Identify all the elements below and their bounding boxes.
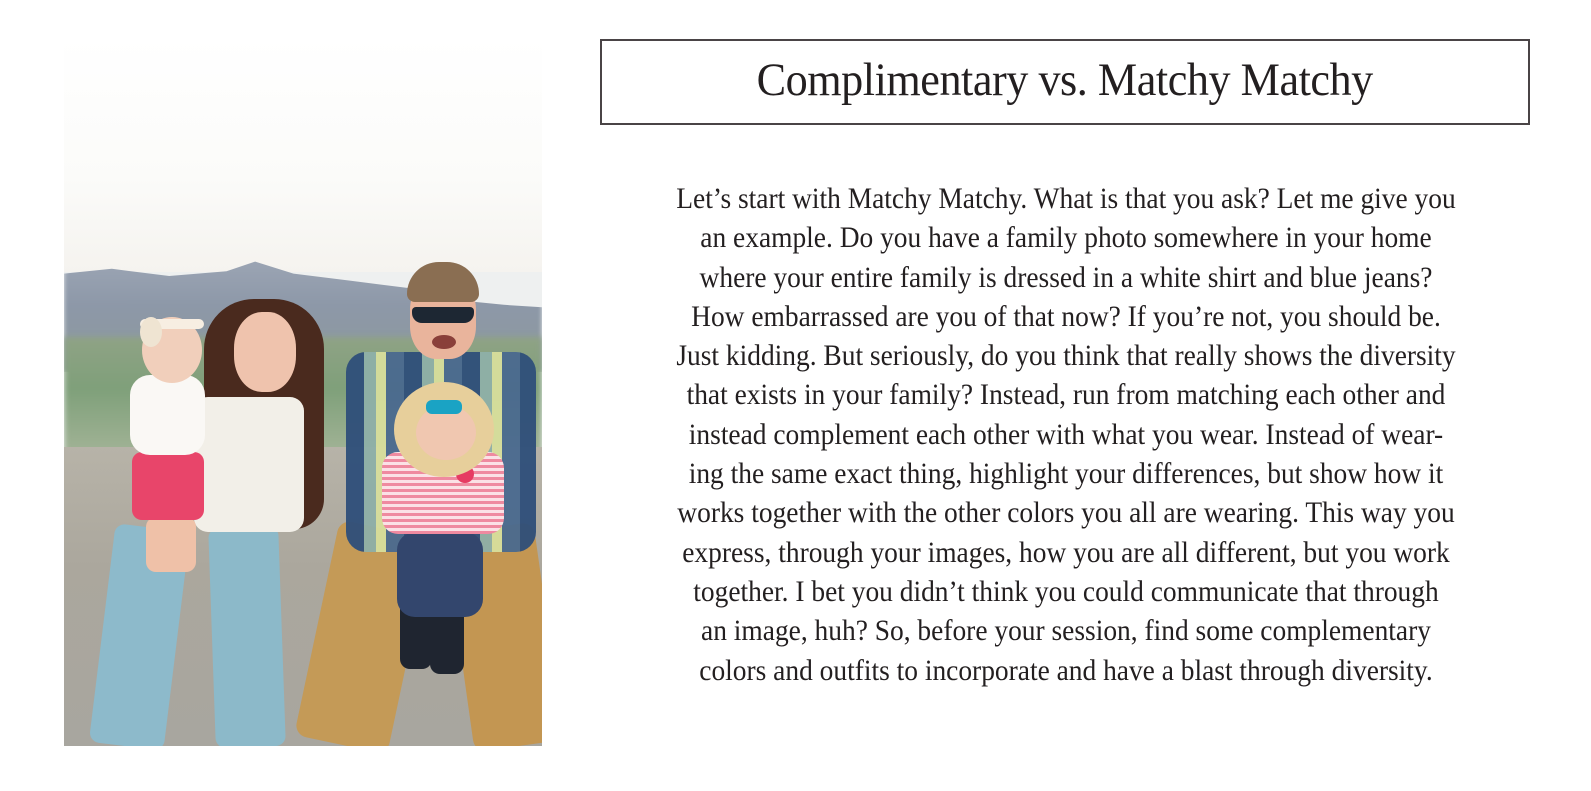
body-line: where your entire family is dressed in a white shirt and blue jeans? <box>699 261 1433 294</box>
title-box <box>600 39 1530 125</box>
body-line: together. I bet you didn’t think you could communicate that through <box>693 575 1439 608</box>
sunglasses-icon <box>412 307 474 323</box>
page-title: Complimentary vs. Matchy Matchy <box>756 54 1374 106</box>
mother-jeans-right <box>208 526 286 746</box>
body-line: express, through your images, how you are all different, but you work <box>682 536 1450 569</box>
mother-shirt <box>194 397 304 532</box>
body-line: ing the same exact thing, highlight your differences, but show how it <box>688 458 1444 491</box>
photo-sky <box>64 37 542 272</box>
father-mouth <box>432 335 456 349</box>
family-photo <box>64 37 542 746</box>
body-line: How embarrassed are you of that now? If you’re not, you should be. <box>691 300 1441 333</box>
baby-bow <box>140 317 162 347</box>
body-line: that exists in your family? Instead, run from matching each other and <box>686 379 1446 412</box>
body-line: colors and outfits to incorporate and have a blast through diversity. <box>699 654 1433 687</box>
baby-body <box>130 375 205 455</box>
girl-jeans <box>397 532 483 617</box>
body-paragraph <box>596 180 1536 691</box>
body-line: instead complement each other with what you wear. Instead of wear- <box>688 418 1444 451</box>
body-line: an example. Do you have a family photo somewhere in your home <box>700 222 1432 255</box>
baby-pants <box>132 452 204 520</box>
body-line: an image, huh? So, before your session, find some complementary <box>701 615 1431 648</box>
girl-bow <box>426 400 462 414</box>
baby-legs <box>146 517 196 572</box>
mother-face <box>234 312 296 392</box>
body-line: Let’s start with Matchy Matchy. What is that you ask? Let me give you <box>676 183 1456 215</box>
body-line: works together with the other colors you all are wearing. This way you <box>677 497 1455 530</box>
body-line: Just kidding. But seriously, do you think that really shows the diversity <box>676 340 1456 373</box>
